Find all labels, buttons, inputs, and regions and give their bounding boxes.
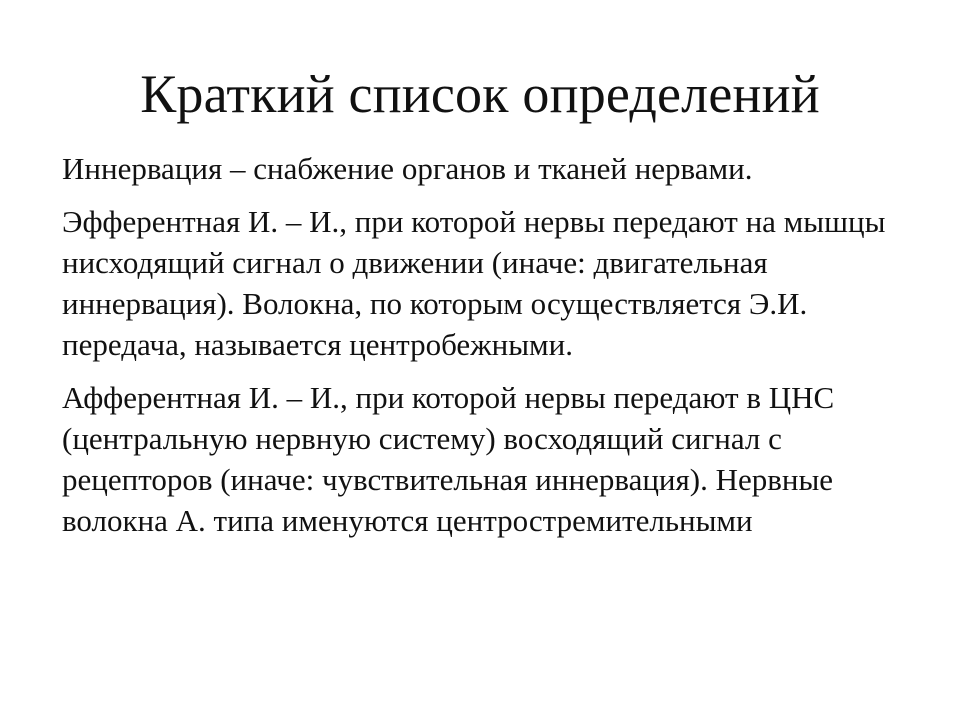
definition-innervation: Иннервация – снабжение органов и тканей нервами. <box>62 151 753 186</box>
definition-efferent-innervation: Эфферентная И. – И., при которой нервы передают на мышцы нисходящий сигнал о движении (иначе: двигательная иннервация). Волокна, по которым осуществляется Э.И. передача, называется центробежными. <box>62 204 886 362</box>
definition-afferent-innervation: Афферентная И. – И., при которой нервы передают в ЦНС (центральную нервную систему) восходящий сигнал с рецепторов (иначе: чувствительная иннервация). Нервные волокна А. типа именуются центростремительными <box>62 380 835 538</box>
slide-title: Краткий список определений <box>140 64 820 124</box>
slide-body <box>62 148 898 553</box>
